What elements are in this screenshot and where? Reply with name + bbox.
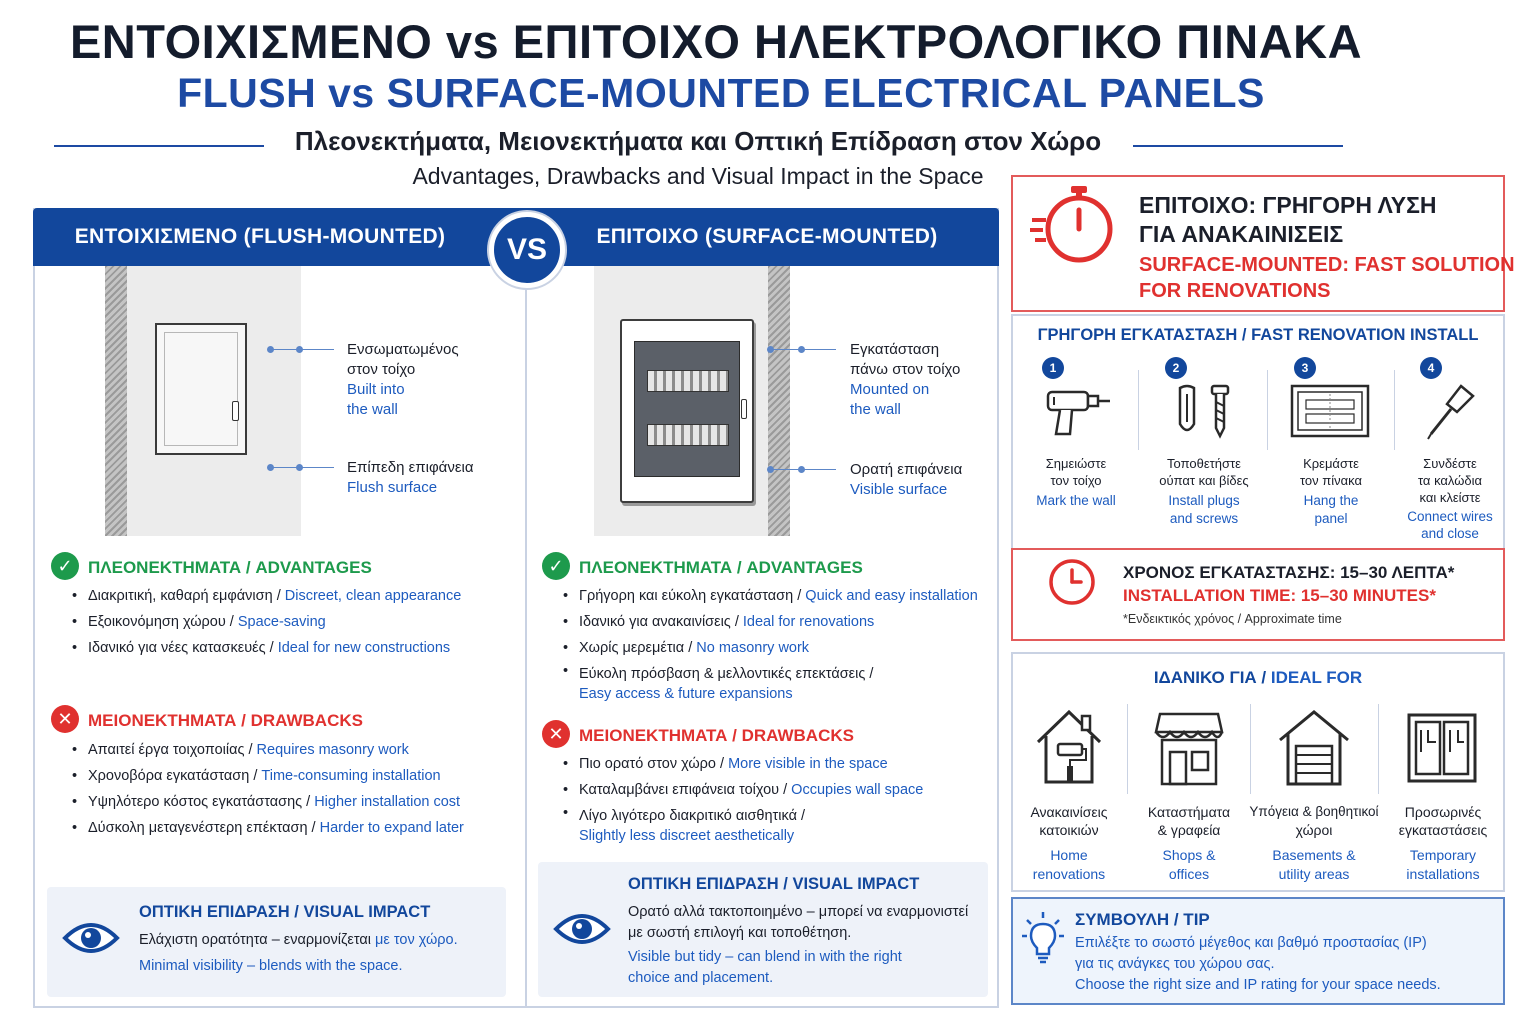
lightbulb-icon <box>1021 910 1065 966</box>
surface-visual-impact-english-2: choice and placement. <box>628 970 774 986</box>
main-title-greek: ΕΝΤΟΙΧΙΣΜΕΝΟ vs ΕΠΙΤΟΙΧΟ ΗΛΕΚΤΡΟΛΟΓΙΚΟ ΠΙΝΑΚΑ <box>69 15 1363 68</box>
list-item: • Γρήγορη και εύκολη εγκατάσταση / Quick and easy installation <box>561 583 978 609</box>
list-item: • Εξοικονόμηση χώρου / Space-saving <box>70 609 461 635</box>
main-title-english: FLUSH vs SURFACE-MOUNTED ELECTRICAL PANELS <box>177 70 1265 116</box>
divider <box>1378 704 1379 794</box>
subtitle-rule-right <box>1133 145 1343 147</box>
drill-icon <box>1042 386 1112 442</box>
ideal-item-temporary: Προσωρινές εγκαταστάσεις Temporary installations <box>1398 804 1488 882</box>
step-2-label: Τοποθετήστε ούπατ και βίδες Install plugs and screws <box>1159 456 1249 526</box>
flush-advantages-title: ΠΛΕΟΝΕΚΤΗΜΑΤΑ / ADVANTAGES <box>88 558 372 577</box>
ideal-for-title: ΙΔΑΝΙΚΟ ΓΙΑ / IDEAL FOR <box>1153 668 1363 687</box>
step-4-label: Συνδέστε τα καλώδια και κλείστε Connect wires and close <box>1407 456 1493 541</box>
install-steps-title: ΓΡΗΓΟΡΗ ΕΓΚΑΤΑΣΤΑΣΗ / FAST RENOVATION INSTALL <box>1037 326 1479 344</box>
surface-heading: ΕΠΙΤΟΙΧΟ (SURFACE-MOUNTED) <box>525 208 999 266</box>
ideal-item-basements: Υπόγεια & βοηθητικοί χώροι Basements & utility areas <box>1249 804 1379 882</box>
temporary-panel-icon <box>1406 712 1478 784</box>
divider <box>1138 370 1139 450</box>
list-item: • Υψηλότερο κόστος εγκατάστασης / Higher installation cost <box>70 789 464 815</box>
tip-english: Choose the right size and IP rating for your space needs. <box>1075 977 1441 993</box>
flush-panel-inner-frame <box>164 332 238 446</box>
step-1-label: Σημειώστε τον τοίχο Mark the wall <box>1036 456 1116 508</box>
surface-panel-box <box>620 319 754 503</box>
breaker-row <box>647 424 729 446</box>
callout-line <box>272 467 334 468</box>
tip-title: ΣΥΜΒΟΥΛΗ / TIP <box>1075 910 1210 929</box>
flush-wall-edge <box>105 266 127 536</box>
list-item: • Χωρίς μερεμέτια / No masonry work <box>561 635 978 661</box>
surface-panel-handle <box>741 399 747 419</box>
divider <box>1267 370 1268 450</box>
list-item: • Καταλαμβάνει επιφάνεια τοίχου / Occupies wall space <box>561 777 923 803</box>
installation-time-note: *Ενδεικτικός χρόνος / Approximate time <box>1123 612 1342 626</box>
clock-icon <box>1046 556 1098 608</box>
panel-icon <box>1288 384 1372 440</box>
divider <box>1127 704 1128 794</box>
check-icon: ✓ <box>51 552 79 580</box>
divider <box>1250 704 1251 794</box>
ideal-item-home: Ανακαινίσεις κατοικιών Home renovations <box>1030 804 1108 882</box>
surface-advantages-list <box>561 583 978 707</box>
fast-solution-title-greek: ΕΠΙΤΟΙΧΟ: ΓΡΗΓΟΡΗ ΛΥΣΗ ΓΙΑ ΑΝΑΚΑΙΝΙΣΕΙΣ <box>1139 192 1437 247</box>
step-4-badge: 4 <box>1420 357 1442 379</box>
ideal-item-shops: Καταστήματα & γραφεία Shops & offices <box>1147 804 1231 882</box>
check-icon: ✓ <box>542 552 570 580</box>
flush-panel-handle <box>232 401 239 421</box>
surface-callout-visible: Ορατή επιφάνεια Visible surface <box>850 461 963 498</box>
surface-panel-window <box>634 341 740 477</box>
callout-dot <box>296 464 303 471</box>
step-3-label: Κρεμάστε τον πίνακα Hang the panel <box>1299 456 1363 526</box>
subtitle-rule-left <box>54 145 264 147</box>
flush-visual-impact-title: ΟΠΤΙΚΗ ΕΠΙΔΡΑΣΗ / VISUAL IMPACT <box>139 903 431 921</box>
callout-dot <box>798 346 805 353</box>
screwdriver-icon <box>1425 382 1477 442</box>
eye-icon <box>62 918 120 958</box>
surface-wall-edge <box>768 266 790 536</box>
flush-advantages-list <box>70 583 461 661</box>
list-item: • Διακριτική, καθαρή εμφάνιση / Discreet, clean appearance <box>70 583 461 609</box>
subtitle-english: Advantages, Drawbacks and Visual Impact in the Space <box>412 163 984 189</box>
breaker-row <box>647 370 729 392</box>
house-roller-icon <box>1034 708 1104 786</box>
list-item: • Δύσκολη μεταγενέστερη επέκταση / Harder to expand later <box>70 815 464 841</box>
surface-advantages-title: ΠΛΕΟΝΕΚΤΗΜΑΤΑ / ADVANTAGES <box>579 558 863 577</box>
stopwatch-icon <box>1030 184 1118 266</box>
installation-time-english: INSTALLATION TIME: 15–30 MINUTES* <box>1123 586 1436 605</box>
flush-panel-door <box>155 323 247 455</box>
flush-drawbacks-list <box>70 737 464 841</box>
step-1-badge: 1 <box>1042 357 1064 379</box>
callout-line <box>272 349 334 350</box>
surface-drawbacks-list <box>561 751 923 849</box>
list-item: • Λίγο λιγότερο διακριτικό αισθητικά / Slightly less discreet aesthetically <box>561 803 923 849</box>
list-item: • Απαιτεί έργα τοιχοποιίας / Requires masonry work <box>70 737 464 763</box>
cross-icon: ✕ <box>542 720 570 748</box>
flush-visual-impact-english: Minimal visibility – blends with the space. <box>139 958 403 974</box>
callout-dot <box>798 466 805 473</box>
step-3-badge: 3 <box>1294 357 1316 379</box>
list-item: • Χρονοβόρα εγκατάσταση / Time-consuming installation <box>70 763 464 789</box>
eye-icon <box>553 909 611 949</box>
surface-visual-impact-english-1: Visible but tidy – can blend in with the right <box>628 949 902 965</box>
surface-visual-impact-greek-2: με σωστή επιλογή και τοποθέτηση. <box>628 925 852 941</box>
divider <box>1394 370 1395 450</box>
subtitle-greek: Πλεονεκτήματα, Μειονεκτήματα και Οπτική Επίδραση στον Χώρο <box>294 126 1102 156</box>
flush-heading: ΕΝΤΟΙΧΙΣΜΕΝΟ (FLUSH-MOUNTED) <box>33 208 527 266</box>
surface-visual-impact-title: ΟΠΤΙΚΗ ΕΠΙΔΡΑΣΗ / VISUAL IMPACT <box>628 875 920 893</box>
installation-time-greek: ΧΡΟΝΟΣ ΕΓΚΑΤΑΣΤΑΣΗΣ: 15–30 ΛΕΠΤΑ* <box>1123 563 1455 582</box>
list-item: • Ιδανικό για ανακαινίσεις / Ideal for renovations <box>561 609 978 635</box>
list-item: • Εύκολη πρόσβαση & μελλοντικές επεκτάσεις / Easy access & future expansions <box>561 661 978 707</box>
step-2-badge: 2 <box>1165 357 1187 379</box>
plug-screw-icon <box>1172 384 1236 440</box>
flush-drawbacks-title: ΜΕΙΟΝΕΚΤΗΜΑΤΑ / DRAWBACKS <box>88 711 363 730</box>
surface-callout-mounted: Εγκατάσταση πάνω στον τοίχο Mounted on the wall <box>850 341 961 418</box>
list-item: • Ιδανικό για νέες κατασκευές / Ideal for new constructions <box>70 635 461 661</box>
garage-icon <box>1278 710 1350 786</box>
flush-callout-built-in: Ενσωματωμένος στον τοίχο Built into the wall <box>347 341 459 418</box>
flush-callout-flush-surface: Επίπεδη επιφάνεια Flush surface <box>347 459 474 496</box>
tip-greek: Επιλέξτε το σωστό μέγεθος και βαθμό προστασίας (IP) για τις ανάγκες του χώρου σας. <box>1075 935 1427 972</box>
cross-icon: ✕ <box>51 705 79 733</box>
fast-solution-title-english: SURFACE-MOUNTED: FAST SOLUTION FOR RENOVATIONS <box>1139 254 1515 302</box>
surface-drawbacks-title: ΜΕΙΟΝΕΚΤΗΜΑΤΑ / DRAWBACKS <box>579 726 854 745</box>
vs-badge: VS <box>489 212 565 288</box>
flush-visual-impact-greek: Ελάχιστη ορατότητα – εναρμονίζεται με τον χώρο. <box>139 932 458 948</box>
callout-dot <box>296 346 303 353</box>
list-item: • Πιο ορατό στον χώρο / More visible in the space <box>561 751 923 777</box>
shop-icon <box>1154 710 1224 786</box>
surface-visual-impact-greek-1: Ορατό αλλά τακτοποιημένο – μπορεί να εναρμονιστεί <box>628 904 969 920</box>
